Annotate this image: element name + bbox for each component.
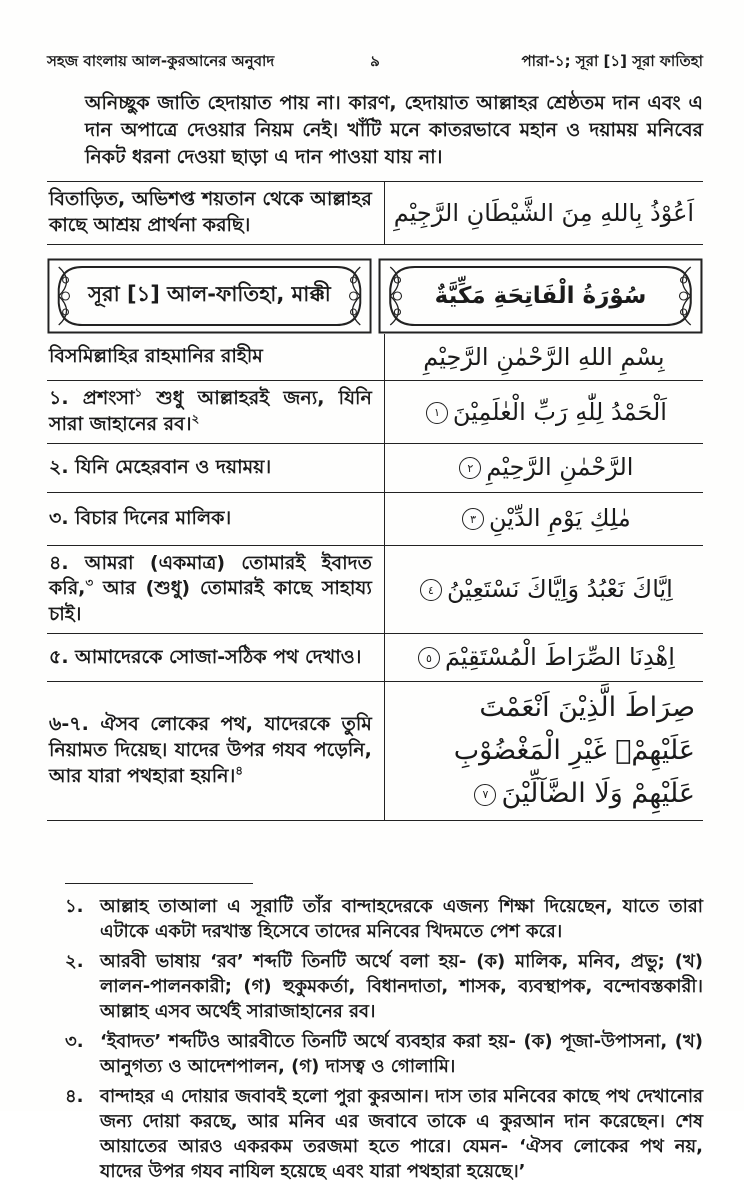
- verse-bengali: ২. যিনি মেহেরবান ও দয়াময়।: [47, 444, 385, 492]
- sura-title-arabic: سُوْرَةُ الْفَاتِحَةِ مَكِّيَّةٌ: [434, 282, 647, 309]
- footnote-item: [65, 1029, 703, 1079]
- sura-title-box-bengali: [47, 258, 372, 334]
- footnote-text: আরবী ভাষায় ‘রব’ শব্দটি তিনটি অর্থে বলা হয়- (ক) মালিক, মনিব, প্রভু; (খ) লালন-পালনকারী; (গ) হুকুমকর্তা, বিধানদাতা, শাসক, ব্যবস্থাপক, বন্দোবস্তকারী। আল্লাহ এসব অর্থেই সারাজাহানের রব।: [100, 950, 703, 1022]
- verse-bengali: ১. প্রশংসা$^১$ শুধু আল্লাহরই জন্য, যিনি সারা জাহানের রব।$^২$: [47, 381, 385, 443]
- verse-arabic: اِيَّاكَ نَعْبُدُ وَاِيَّاكَ نَسْتَعِيْنُ٤: [385, 546, 703, 633]
- footnote-text: বান্দাহর এ দোয়ার জবাবই হলো পুরা কুরআন। দাস তার মনিবের কাছে পথ দেখানোর জন্য দোয়া করছে, আর মনিব এর জবাবে তাকে এ কুরআন দান করেছেন। শেষ আয়াতের আরও একরকম তরজমা হতে পারে। যেমন- ‘ঐসব লোকের পথ নয়, যাদের উপর গযব নাযিল হয়েছে এবং যারা পথহারা হয়েছে।’: [100, 1085, 703, 1182]
- sura-title-box-arabic: [378, 258, 703, 334]
- ayah-number-badge: ٢: [459, 457, 481, 479]
- verse-table: [47, 334, 703, 821]
- footnote-number: ১.: [65, 895, 84, 917]
- footnote-number: ২.: [65, 950, 84, 972]
- verse-row-5: [47, 634, 703, 682]
- verse-arabic: بِسْمِ اللهِ الرَّحْمٰنِ الرَّحِيْمِ: [423, 342, 665, 371]
- verse-row-2: [47, 444, 703, 493]
- verse-bengali: ৩. বিচার দিনের মালিক।: [47, 493, 385, 545]
- header-sura-info: পারা-১; সূরা [১] সূরা ফাতিহা: [521, 52, 704, 70]
- verse-bengali: ৫. আমাদেরকে সোজা-সঠিক পথ দেখাও।: [47, 634, 385, 681]
- footnote-item: [65, 949, 703, 1024]
- footnote-number: ৩.: [65, 1030, 84, 1052]
- verse-row-3: [47, 493, 703, 546]
- footnote-text: আল্লাহ তাআলা এ সূরাটি তাঁর বান্দাহদেরকে এজন্য শিক্ষা দিয়েছেন, যাতে তারা এটাকে একটা দরখাস্ত হিসেবে তাদের মনিবের খিদমতে পেশ করে।: [100, 895, 703, 942]
- footnotes: [65, 894, 703, 1184]
- footnote-item: [65, 894, 703, 944]
- sura-header: [47, 258, 703, 334]
- intro-paragraph: অনিচ্ছুক জাতি হেদায়াত পায় না। কারণ, হেদায়াত আল্লাহর শ্রেষ্ঠতম দান এবং এ দান অপাত্রে দেওয়ার নিয়ম নেই। খাঁটি মনে কাতরভাবে মহান ও দয়াময় মনিবের নিকট ধরনা দেওয়া ছাড়া এ দান পাওয়া যায় না।: [85, 92, 703, 168]
- verse-row-1: [47, 381, 703, 444]
- ayah-number-badge: ١: [426, 402, 448, 424]
- verse-row-bismillah: [47, 334, 703, 381]
- ayah-number-badge: ٧: [474, 784, 496, 806]
- verse-bengali: ৪. আমরা (একমাত্র) তোমারই ইবাদত করি,$^৩$ আর (শুধু) তোমারই কাছে সাহায্য চাই।: [47, 546, 385, 633]
- ayah-number-badge: ٣: [462, 508, 484, 530]
- taawwudh-arabic: اَعُوْذُ بِاللهِ مِنَ الشَّيْطَانِ الرَّجِيْمِ: [393, 198, 695, 227]
- verse-row-4: [47, 546, 703, 634]
- verse-bengali: বিসমিল্লাহির রাহমানির রাহীম: [47, 334, 385, 380]
- footnote-number: ৪.: [65, 1085, 84, 1107]
- verse-arabic: اِهْدِنَا الصِّرَاطَ الْمُسْتَقِيْمَ٥: [385, 634, 703, 681]
- page-header: [47, 50, 703, 75]
- verse-arabic: صِرَاطَ الَّذِيْنَ اَنْعَمْتَ عَلَيْهِمْۙ غَيْرِ الْمَغْضُوْبِ عَلَيْهِمْ وَلَا الضَّآلِّيْنَ٧: [453, 692, 695, 810]
- taawwudh-row: [47, 181, 703, 245]
- footnote-text: ‘ইবাদত’ শব্দটিও আরবীতে তিনটি অর্থে ব্যবহার করা হয়- (ক) পূজা-উপাসনা, (খ) আনুগত্য ও আদেশপালন, (গ) দাসত্ব ও গোলামি।: [100, 1030, 703, 1077]
- verse-arabic: مٰلِكِ يَوْمِ الدِّيْنِ٣: [385, 493, 703, 545]
- footnote-separator-rule: [65, 883, 253, 884]
- verse-row-6-7: [47, 682, 703, 821]
- ayah-number-badge: ٤: [420, 579, 442, 601]
- footnote-item: [65, 1084, 703, 1184]
- page-number: ৯: [370, 52, 380, 70]
- verse-arabic: اَلْحَمْدُ لِلّٰهِ رَبِّ الْعٰلَمِيْنَ١: [385, 381, 703, 443]
- taawwudh-bengali: বিতাড়িত, অভিশপ্ত শয়তান থেকে আল্লাহর কাছে আশ্রয় প্রার্থনা করছি।: [47, 182, 385, 244]
- sura-title-bengali: সূরা [১] আল-ফাতিহা, মাক্কী: [88, 282, 331, 307]
- ayah-number-badge: ٥: [418, 647, 440, 669]
- verse-arabic: الرَّحْمٰنِ الرَّحِيْمِ٢: [385, 444, 703, 492]
- header-book-title: সহজ বাংলায় আল-কুরআনের অনুবাদ: [47, 52, 275, 70]
- verse-bengali: ৬-৭. ঐসব লোকের পথ, যাদেরকে তুমি নিয়ামত দিয়েছ। যাদের উপর গযব পড়েনি, আর যারা পথহারা হয়নি।$^৪$: [47, 682, 385, 820]
